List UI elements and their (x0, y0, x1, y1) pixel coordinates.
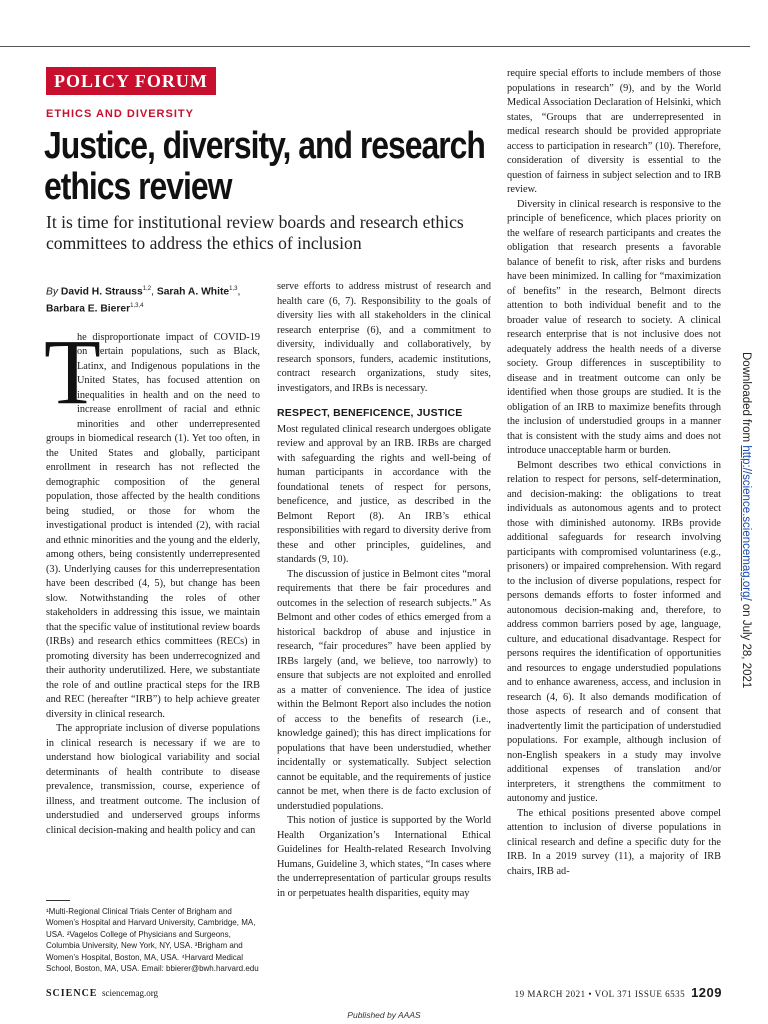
paragraph: The discussion of justice in Belmont cites “moral requirements that there be fair procedures and outcomes in the selection of research subjects.” As Belmont and other codes of ethics emerged from a historical backdrop of abuse and injustice in research, “fair procedures” have been applied by IRBs largely (and, we believe, too narrowly) to ensure that subjects are not exploited and enrolled as a matter of convenience. The idea of justice within the Belmont Report also includes the notion of access to the benefits of research (i.e., knowledge gained); this has direct implications for populations that have been understudied, whether incidentally or systematically. Subject selection cannot be equitable, and the requirements of justice cannot be met, when there is de facto exclusion of understudied populations. (277, 568, 491, 812)
paragraph: The ethical positions presented above compel attention to inclusion of diverse populations in clinical research and define a specific duty for the IRB. In a 2019 survey (11), a majority of IRB chairs, IRB ad- (507, 807, 721, 877)
section-badge: POLICY FORUM (46, 67, 216, 95)
publisher-credit: Published by AAAS (347, 1010, 421, 1020)
paragraph: serve efforts to address mistrust of research and health care (6, 7). Responsibility to the goals of diversity lies with all stakeholders in the clinical research enterprise (6), and a commitment to diversity, individually and collaboratively, by research sponsors, funders, academic institutions, contract research organizations, study sites, investigators, and IRBs is necessary. (277, 281, 491, 394)
download-note-prefix: Downloaded from (740, 352, 752, 446)
author-1-affil: 1,2 (142, 286, 152, 292)
download-note (740, 352, 752, 688)
paragraph: require special efforts to include members of those populations in research” (9), and by the World Medical Association Declaration of Helsinki, which states, “Groups that are underrepresented in medical research should be provided appropriate access to participation in research” (10). Therefore, consideration of diversity is essential to the question of fairness in subject selection and to IRB review. (507, 68, 721, 195)
page-number: 1209 (691, 985, 722, 1000)
author-sep: , (237, 286, 241, 298)
paragraph: The appropriate inclusion of diverse populations in clinical research is necessary if we are to understand how biological variability and social determinants of health contribute to disease prevalence, transmission, course, experience of illness, and treatment outcome. The inclusion of understudied and underserved groups informs clinical decision-making and health policy and can (46, 723, 260, 836)
affiliations-footnote: ¹Multi-Regional Clinical Trials Center of Brigham and Women’s Hospital and Harvard University, Cambridge, MA, USA. ²Vagelos College of Physicians and Surgeons, Columbia University, New York, NY, USA. ³Brigham and Women’s Hospital, Boston, MA, USA. ⁴Harvard Medical School, Boston, MA, USA. Email: bbierer@bwh.harvard.edu (46, 907, 259, 974)
column-3 (507, 67, 721, 879)
issue-info: 19 MARCH 2021 • VOL 371 ISSUE 6535 (514, 989, 686, 999)
column-1 (46, 282, 260, 838)
article-deck: It is time for institutional review boards and research ethics committees to address the ethics of inclusion (46, 212, 464, 253)
paragraph: Most regulated clinical research undergoes obligate review and approval by an IRB. IRBs are charged with safeguarding the rights and well-being of human participants in accordance with the foundational tenets of respect for persons, beneficence, and justice, as described in the Belmont Report (8). An IRB’s ethical responsibilities with regard to diversity derive from these and other principles, guidelines, and standards (9, 10). (277, 423, 491, 565)
section-heading: RESPECT, BENEFICENCE, JUSTICE (277, 407, 463, 419)
top-rule (0, 46, 750, 47)
kicker: ETHICS AND DIVERSITY (46, 108, 194, 120)
paragraph (44, 320, 260, 723)
author-1: David H. Strauss (60, 286, 143, 298)
paragraph: Belmont describes two ethical convictions in relation to respect for persons, self-determination, and decision-making: the obligations to treat individuals as autonomous agents and to protect those with diminished autonomy. IRBs provide additional safeguards for research involving participants with compromised voluntariness (e.g., prisoners) or impaired comprehension. With regard to the inclusion of diverse populations, respect for persons demands efforts to foster informed and autonomous decision-making and, therefore, to address common barriers posed by age, language, culture, and educational disadvantage. Respect for persons requires the identification of opportunities and resources to engage understudied populations and to enhance awareness, access, and inclusion in research (4, 6). It also demands modification of those aspects of research and of consent that inadvertently limit the participation of understudied populations. For example, although inclusion of non-English speakers in a study may involve additional expenses of translation and/or interpreters, it strengthens the commitment to autonomy and justice. (507, 459, 721, 804)
paragraph-text: he disproportionate impact of COVID-19 on certain populations, such as Black, Latinx, and Indigenous populations in the United States, has focused attention on inequalities in health and on the need to increase enrollment of racial and ethnic minorities and other underrepresented groups in biomedical research (1). Yet too often, in the United States and globally, participant enrollment in research has not reflected the demographic composition of the general population, those affected by the health conditions being studied, or those for whom the investigational product is intended (2), with racial and ethnic minorities and the young and the elderly, among others, being consistently underrepresented (3). Underlying causes for this underrepresentation have been described (4, 5), but change has been slow. Notwithstanding the roles of other stakeholders in addressing this issue, we maintain that the specific value of institutional review boards (IRBs) and research ethics committees (RECs) in promoting diversity has been underrecognized and their authority underutilized. Here, we substantiate the role of and outline practical steps for the IRB and REC (hereafter “IRB”) to help achieve greater diversity in clinical research. (46, 331, 260, 720)
paragraph: This notion of justice is supported by the World Health Organization’s International Ethical Guidelines for Health-related Research Involving Humans, Guideline 3, which states, “In cases where the underrepresentation of particular groups results in or perpetuates health disparities, equity may (277, 815, 491, 899)
footer-right (515, 985, 722, 1000)
author-sep: , (151, 286, 157, 298)
author-3-affil: 1,3,4 (130, 303, 144, 310)
author-3: Barbara E. Bierer (46, 303, 131, 315)
footnote-rule (46, 900, 70, 901)
journal-name: SCIENCE (46, 988, 98, 999)
drop-cap: T (44, 320, 101, 424)
paragraph: Diversity in clinical research is responsive to the principle of beneficence, which places priority on the welfare of research participants and creates the obligation that research presents a favorable balance of benefit to risk, after risks and burdens have been minimized. In calling for “maximization of benefits” in the research, Belmont directs attention to both individual benefit and to the broader value of research to society. A clinical research enterprise that is not inclusive does not adequately address the health needs of a diverse society. Group differences in susceptibility to disease and in treatment outcome can only be identified when those groups are studied. It is the obligation of an IRB to maximize benefits through the inclusion of understudied groups in a manner that is consistent with the study aims and does not introduce unacceptable harm or burden. (507, 198, 721, 456)
author-2: Sarah A. White (156, 286, 230, 298)
download-link[interactable]: http://science.sciencemag.org/ (740, 445, 752, 601)
byline-prefix: By (46, 286, 59, 298)
download-note-suffix: on July 28, 2021 (740, 600, 752, 689)
author-2-affil: 1,3 (229, 286, 238, 292)
footer-left (46, 988, 158, 999)
article-title: Justice, diversity, and research ethics review (44, 125, 485, 208)
column-2 (277, 280, 491, 901)
byline (46, 282, 260, 317)
journal-site: sciencemag.org (101, 988, 159, 998)
